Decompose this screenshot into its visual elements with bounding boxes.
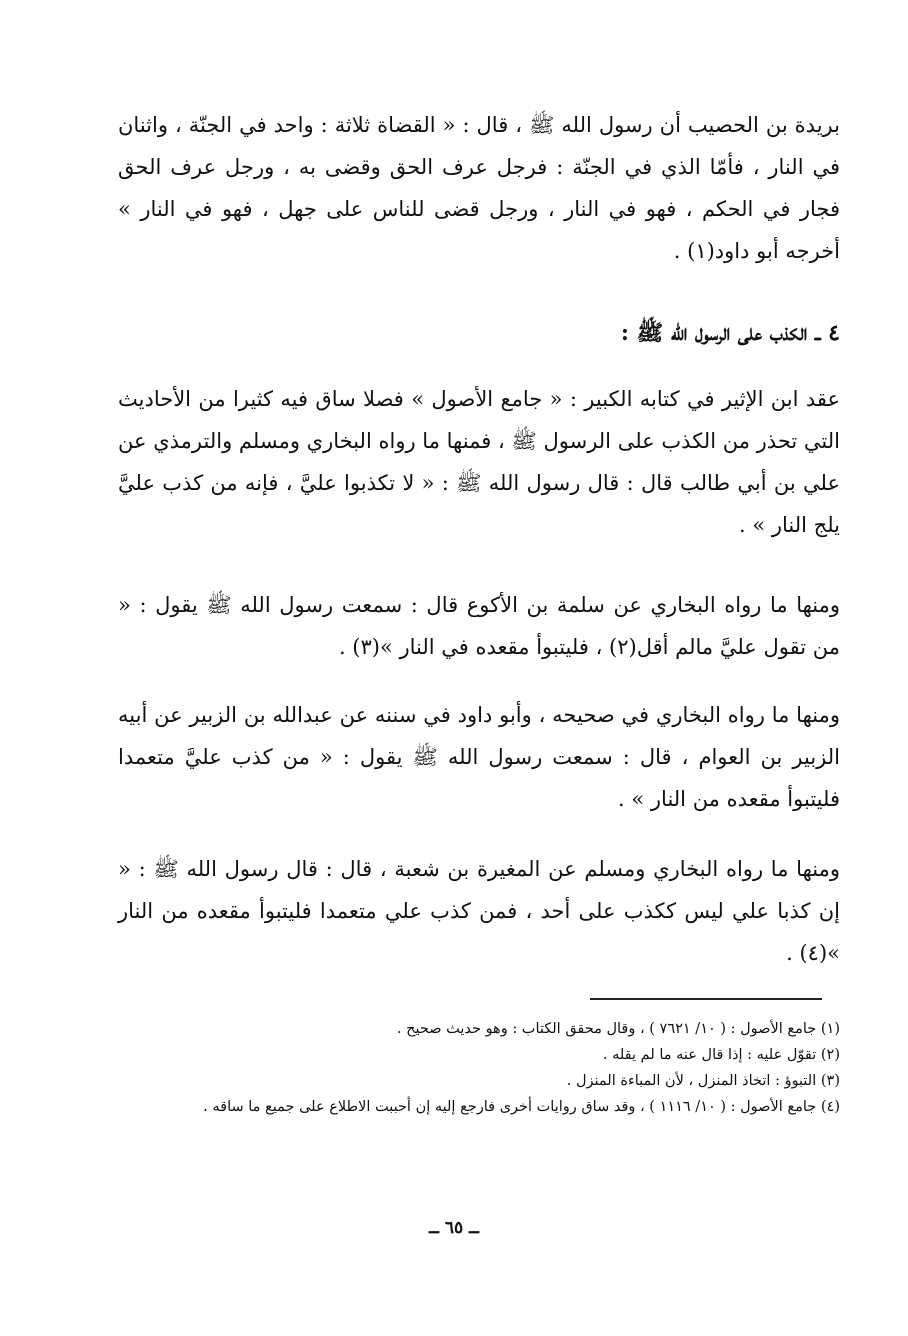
section-heading-text: ٤ ــ الكذب على الرسول الله ﷺ : <box>620 320 840 346</box>
paragraph-2-text: عقد ابن الإثير في كتابه الكبير : « جامع الأصول » فصلا ساق فيه كثيرا من الأحاديث التي تحذر من الكذب على الرسول ﷺ ، فمنها ما رواه البخاري ومسلم والترمذي عن علي بن أبي طالب قال : قال رسول الله ﷺ : « لا تكذبوا عليَّ ، فإنه من كذب عليَّ يلج النار » . <box>118 387 840 537</box>
paragraph-5-text: ومنها ما رواه البخاري ومسلم عن المغيرة بن شعبة ، قال : قال رسول الله ﷺ : « إن كذبا علي ليس ككذب على أحد ، فمن كذب علي متعمدا فليتبوأ مقعده من النار »(٤) . <box>118 857 840 965</box>
page-number: ــ ٦٥ ــ <box>428 1218 480 1238</box>
paragraph-1 <box>118 104 840 272</box>
footnote-1: (١) جامع الأصول : ( ١٠/ ٧٦٢١ ) ، وقال محقق الكتاب : وهو حديث صحيح . <box>396 1021 840 1037</box>
footnote-3: (٣) التبوؤ : اتخاذ المنزل ، لأن المباءة المنزل . <box>566 1073 840 1089</box>
section-heading <box>118 312 840 354</box>
paragraph-5 <box>118 848 840 974</box>
footnote-4: (٤) جامع الأصول : ( ١٠/ ١١١٦ ) ، وقد ساق روايات أخرى فارجع إليه إن أحببت الاطلاع على جميع ما ساقه . <box>203 1099 840 1115</box>
paragraph-4-text: ومنها ما رواه البخاري في صحيحه ، وأبو داود في سننه عن عبدالله بن الزبير عن أبيه الزبير بن العوام ، قال : سمعت رسول الله ﷺ يقول : « من كذب عليَّ متعمدا فليتبوأ مقعده من النار » . <box>118 703 840 811</box>
footnote-2: (٢) تقوّل عليه : إذا قال عنه ما لم يقله . <box>602 1047 840 1063</box>
footnote-divider <box>590 998 822 1000</box>
footnotes <box>118 1016 840 1120</box>
paragraph-1-text: بريدة بن الحصيب أن رسول الله ﷺ ، قال : « القضاة ثلاثة : واحد في الجنّة ، واثنان في النار ، فأمّا الذي في الجنّة : فرجل عرف الحق وقضى به ، ورجل عرف الحق فجار في الحكم ، فهو في النار ، ورجل قضى للناس على جهل ، فهو في النار » أخرجه أبو داود(١) . <box>118 113 840 263</box>
paragraph-4 <box>118 694 840 820</box>
paragraph-3-text: ومنها ما رواه البخاري عن سلمة بن الأكوع قال : سمعت رسول الله ﷺ يقول : « من تقول عليَّ مالم أقل(٢) ، فليتبوأ مقعده في النار »(٣) . <box>118 593 840 659</box>
paragraph-2 <box>118 378 840 546</box>
paragraph-3 <box>118 584 840 668</box>
